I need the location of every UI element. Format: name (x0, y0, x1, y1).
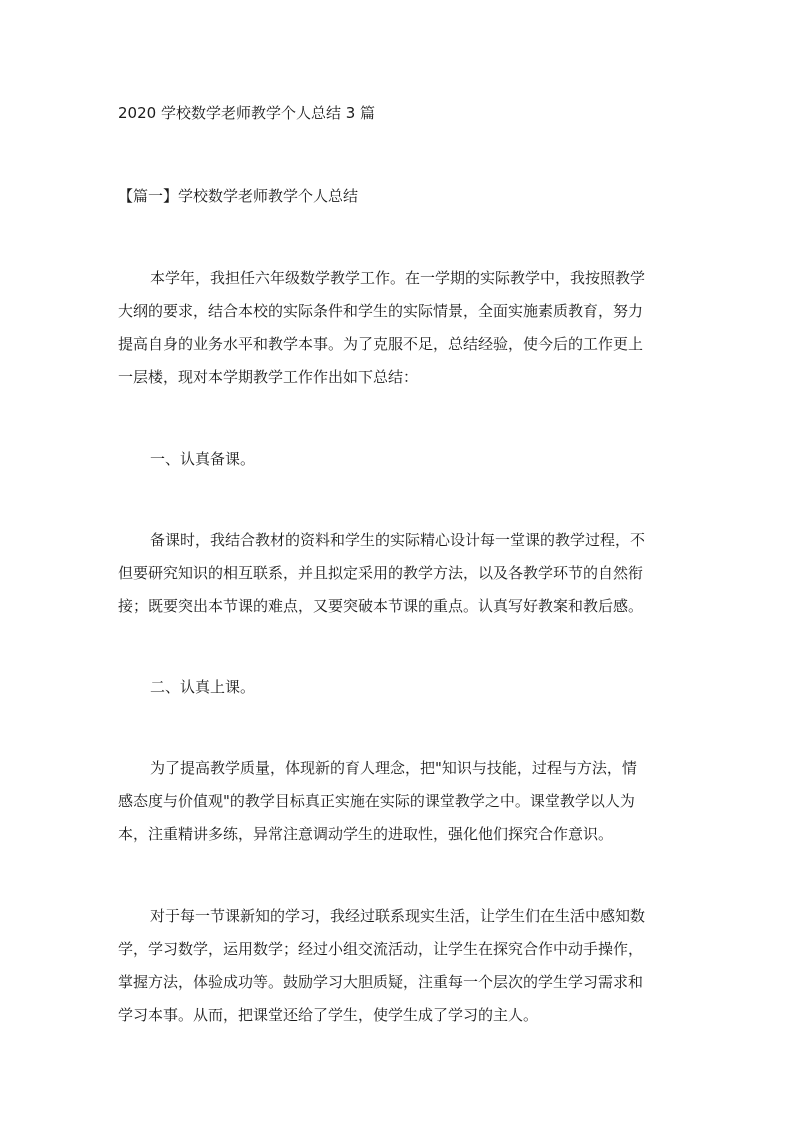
paragraph-line: 本，注重精讲多练，异常注意调动学生的进取性，强化他们探究合作意识。 (118, 825, 614, 843)
document-title: 2020 学校数学老师教学个人总结 3 篇 (118, 104, 376, 122)
paragraph-teach (118, 752, 678, 851)
paragraph-line: 一层楼，现对本学期教学工作作出如下总结： (118, 368, 419, 386)
paragraph-line: 大纲的要求，结合本校的实际条件和学生的实际情景，全面实施素质教育，努力 (118, 302, 644, 320)
paragraph-line: 但要研究知识的相互联系，并且拟定采用的教学方法，以及各教学环节的自然衔 (118, 564, 644, 582)
paragraph-new-knowledge (118, 900, 678, 1032)
paragraph-line: 接；既要突出本节课的难点，又要突破本节课的重点。认真写好教案和教后感。 (118, 597, 644, 615)
paragraph-line: 为了提高教学质量，体现新的育人理念，把"知识与技能，过程与方法，情 (150, 759, 637, 777)
paragraph-line: 本学年，我担任六年级数学教学工作。在一学期的实际教学中，我按照教学 (150, 269, 646, 287)
paragraph-prepare (118, 524, 678, 623)
paragraph-line: 学，学习数学，运用数学；经过小组交流活动，让学生在探究合作中动手操作， (118, 940, 644, 958)
paragraph-line: 对于每一节课新知的学习，我经过联系现实生活，让学生们在生活中感知数 (150, 907, 646, 925)
paragraph-line: 提高自身的业务水平和教学本事。为了克服不足，总结经验，使今后的工作更上 (118, 335, 644, 353)
paragraph-line: 掌握方法，体验成功等。鼓励学习大胆质疑，注重每一个层次的学生学习需求和 (118, 973, 644, 991)
section-title: 【篇一】学校数学老师教学个人总结 (118, 187, 359, 205)
heading-teach-class: 二、认真上课。 (150, 678, 256, 696)
paragraph-line: 感态度与价值观"的教学目标真正实施在实际的课堂教学之中。课堂教学以人为 (118, 792, 635, 810)
paragraph-intro (118, 262, 678, 394)
heading-prepare-lessons: 一、认真备课。 (150, 450, 256, 468)
paragraph-line: 学习本事。从而，把课堂还给了学生，使学生成了学习的主人。 (118, 1006, 539, 1024)
paragraph-line: 备课时，我结合教材的资料和学生的实际精心设计每一堂课的教学过程，不 (150, 531, 646, 549)
